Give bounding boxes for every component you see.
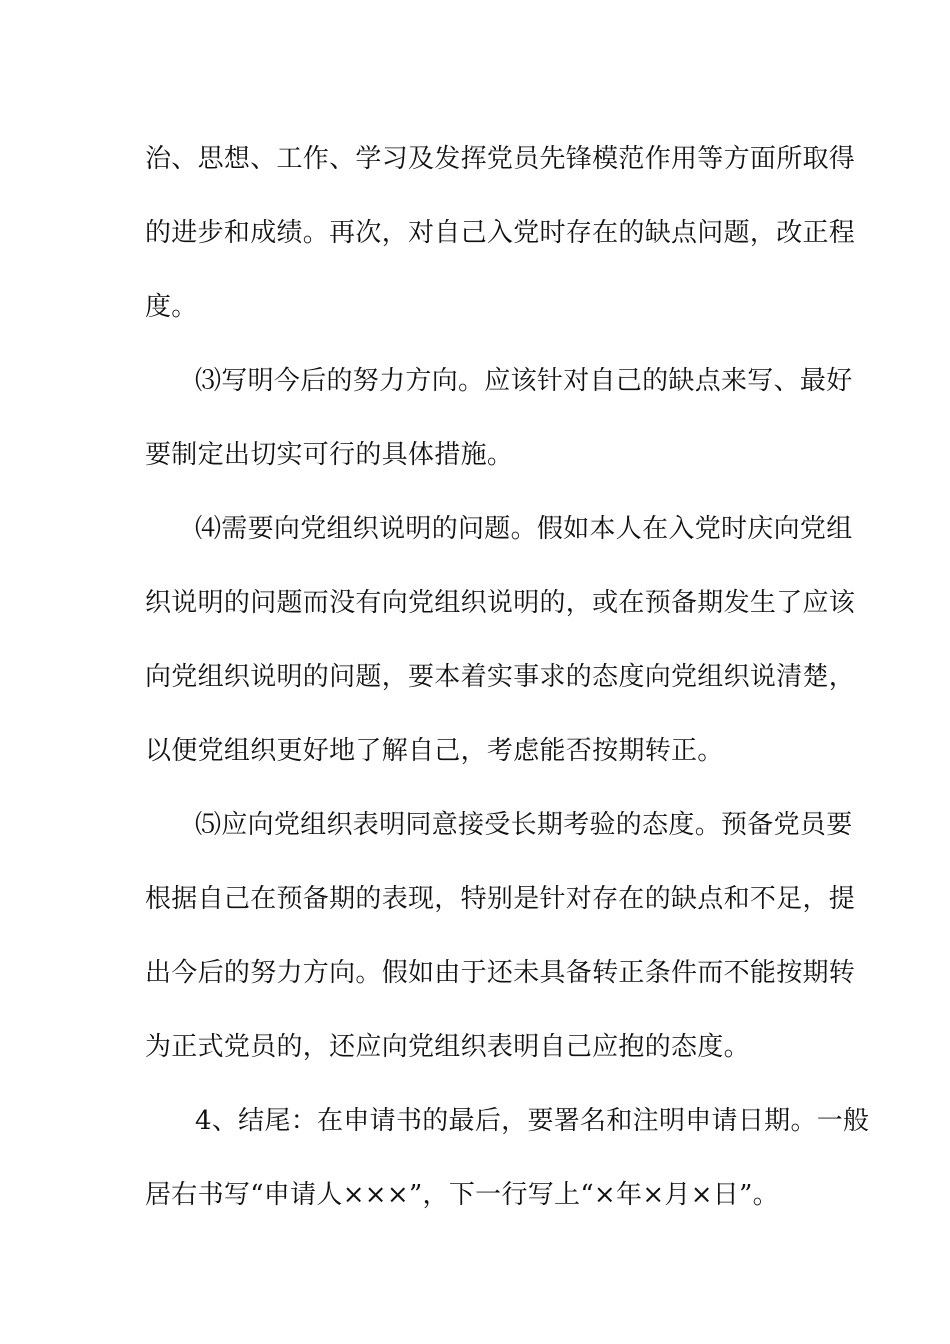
paragraph-ending	[145, 1084, 870, 1232]
text-line: ⑷需要向党组织说明的问题。假如本人在入党时庆向党组	[195, 514, 853, 544]
text-line: 出今后的努力方向。假如由于还未具备转正条件而不能按期转	[145, 958, 856, 988]
text-line: 根据自己在预备期的表现，特别是针对存在的缺点和不足，提	[145, 884, 856, 914]
text-line: ⑸应向党组织表明同意接受长期考验的态度。预备党员要	[195, 810, 853, 840]
paragraph-item-3	[145, 344, 853, 492]
text-line: 度。	[145, 292, 198, 322]
text-line: 治、思想、工作、学习及发挥党员先锋模范作用等方面所取得	[145, 144, 856, 174]
text-line: 4、结尾：在申请书的最后，要署名和注明申请日期。一般	[195, 1106, 870, 1136]
text-line: 为正式党员的，还应向党组织表明自己应抱的态度。	[145, 1032, 750, 1062]
document-body	[145, 122, 870, 1232]
text-line: 居右书写“申请人×××”，下一行写上“×年×月×日”。	[145, 1180, 779, 1210]
text-line: 织说明的问题而没有向党组织说明的，或在预备期发生了应该	[145, 588, 856, 618]
text-line: 的进步和成绩。再次，对自己入党时存在的缺点问题，改正程	[145, 218, 856, 248]
paragraph-item-4	[145, 492, 856, 788]
paragraph-item-5	[145, 788, 856, 1084]
text-line: 要制定出切实可行的具体措施。	[145, 440, 514, 470]
text-line: ⑶写明今后的努力方向。应该针对自己的缺点来写、最好	[195, 366, 853, 396]
paragraph-continuation	[145, 122, 856, 344]
text-line: 以便党组织更好地了解自己，考虑能否按期转正。	[145, 736, 724, 766]
text-line: 向党组织说明的问题，要本着实事求的态度向党组织说清楚，	[145, 662, 856, 692]
